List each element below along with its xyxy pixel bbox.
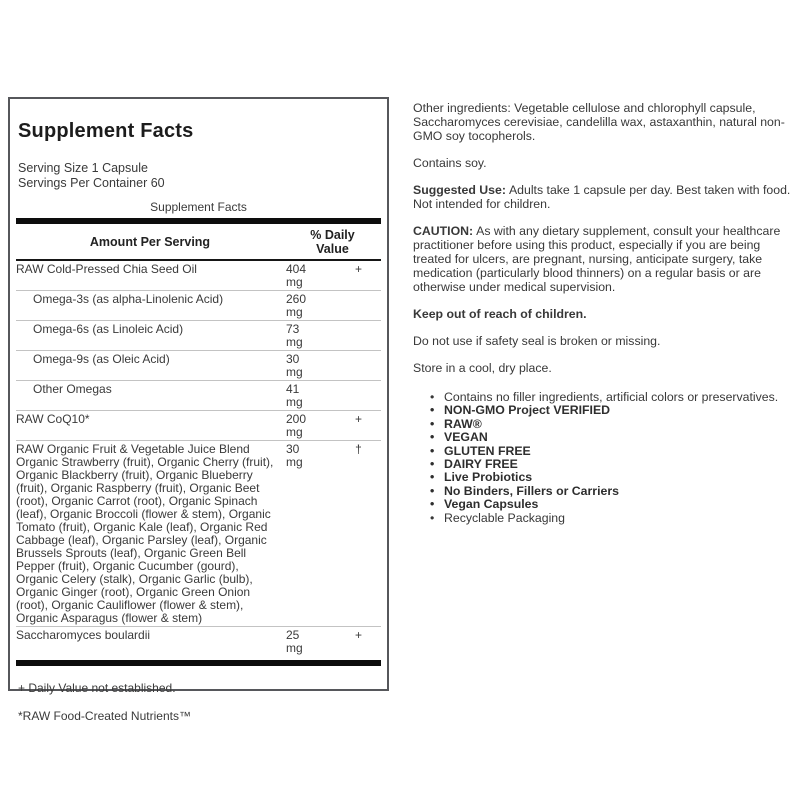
feature-list-item: [430, 404, 798, 417]
nutrient-amount: [284, 383, 336, 409]
nutrient-amount: [284, 353, 336, 379]
table-row: [16, 381, 381, 411]
nutrient-amount: [284, 443, 336, 625]
daily-value-symbol: +: [354, 412, 362, 426]
nutrient-name: Saccharomyces boulardii: [16, 628, 151, 642]
amount-per-serving-header: Amount Per Serving: [89, 235, 211, 249]
feature-list-item: [430, 498, 798, 511]
bullet-icon: •: [430, 443, 435, 458]
serving-info: [18, 161, 381, 191]
feature-list-item: [430, 485, 798, 498]
nutrient-detail: Organic Strawberry (fruit), Organic Cherry (fruit), Organic Blackberry (fruit), Organic Blueberry (fruit), Organic Raspberry (fruit), Organic Beet (root), Organic Carrot (root), Organic Spinach (leaf), Organic Broccoli (flower & stem), Organic Tomato (fruit), Organic Kale (leaf), Organic Red Cabbage (leaf), Organic Parsley (leaf), Organic Brussels Sprouts (leaf), Organic Green Bell Pepper (fruit), Organic Cucumber (gourd), Organic Celery (stalk), Organic Garlic (bulb), Organic Ginger (root), Organic Green Onion (root), Organic Cauliflower (flower & stem), Organic Asparagus (flower & stem): [16, 455, 274, 625]
feature-text: VEGAN: [444, 430, 488, 445]
daily-value-symbol: +: [354, 628, 362, 642]
bullet-icon: •: [430, 470, 435, 485]
feature-text: GLUTEN FREE: [444, 443, 531, 458]
nutrient-amount: [284, 629, 336, 655]
table-row: [16, 321, 381, 351]
bullet-icon: •: [430, 390, 435, 404]
paragraph-lead: CAUTION:: [413, 224, 474, 238]
paragraph-text: Contains soy.: [413, 156, 487, 170]
feature-list-item: [430, 391, 798, 404]
daily-value-symbol: +: [354, 262, 362, 276]
amount-unit: mg: [286, 641, 303, 655]
nutrient-amount: [284, 293, 336, 319]
bullet-icon: •: [430, 430, 435, 445]
bullet-icon: •: [430, 483, 435, 498]
table-row: [16, 441, 381, 627]
bullet-icon: •: [430, 457, 435, 472]
paragraph-lead: Suggested Use:: [413, 183, 506, 197]
info-paragraph: [413, 307, 798, 321]
bullet-icon: •: [430, 510, 435, 525]
table-row: [16, 261, 381, 291]
amount-value: 41: [286, 382, 300, 396]
footnote-daily-value: + Daily Value not established.: [18, 681, 176, 695]
table-row: [16, 411, 381, 441]
info-paragraph: [413, 183, 798, 211]
nutrient-name: RAW Cold-Pressed Chia Seed Oil: [16, 262, 197, 276]
feature-list-item: [430, 445, 798, 458]
info-paragraphs: [413, 101, 798, 375]
amount-value: 30: [286, 352, 300, 366]
table-header-row: [16, 224, 381, 259]
bullet-icon: •: [430, 497, 435, 512]
bullet-icon: •: [430, 416, 435, 431]
supplement-facts-panel: [8, 97, 389, 723]
paragraph-text: Adults take 1 capsule per day. Best taken with food. Not intended for children.: [413, 183, 791, 211]
info-paragraph: [413, 334, 798, 348]
feature-bullet-list: [413, 391, 798, 525]
amount-unit: mg: [286, 365, 303, 379]
amount-value: 404: [286, 262, 307, 276]
nutrient-name: Omega-3s (as alpha-Linolenic Acid): [33, 292, 224, 306]
daily-value-symbol: [336, 383, 381, 409]
feature-text: Live Probiotics: [444, 470, 533, 485]
panel-footnotes: [18, 681, 379, 723]
feature-text: Contains no filler ingredients, artificial colors or preservatives.: [444, 390, 779, 404]
amount-value: 30: [286, 442, 300, 456]
table-row: [16, 627, 381, 656]
amount-unit: mg: [286, 305, 303, 319]
daily-value-symbol: [336, 353, 381, 379]
table-row: [16, 351, 381, 381]
daily-value-header: % Daily Value: [310, 228, 355, 256]
serving-size: Serving Size 1 Capsule: [18, 161, 148, 175]
nutrient-amount: [284, 413, 336, 439]
nutrient-name: Omega-6s (as Linoleic Acid): [33, 322, 184, 336]
info-paragraph: [413, 156, 798, 170]
amount-value: 73: [286, 322, 300, 336]
table-caption: Supplement Facts: [150, 200, 247, 214]
paragraph-lead: Keep out of reach of children.: [413, 307, 587, 321]
divider-thick-bottom: [16, 660, 381, 666]
paragraph-text: Do not use if safety seal is broken or missing.: [413, 334, 661, 348]
amount-value: 260: [286, 292, 307, 306]
nutrient-name: Other Omegas: [33, 382, 112, 396]
amount-value: 200: [286, 412, 307, 426]
table-row: [16, 291, 381, 321]
info-paragraph: [413, 224, 798, 294]
feature-text: No Binders, Fillers or Carriers: [444, 483, 619, 498]
feature-text: RAW®: [444, 416, 482, 431]
servings-per-container: Servings Per Container 60: [18, 176, 165, 190]
daily-value-symbol: [336, 323, 381, 349]
feature-list-item: [430, 418, 798, 431]
nutrient-table: [16, 261, 381, 656]
amount-unit: mg: [286, 455, 303, 469]
feature-list-item: [430, 458, 798, 471]
feature-text: DAIRY FREE: [444, 457, 518, 472]
amount-unit: mg: [286, 275, 303, 289]
nutrient-name: Omega-9s (as Oleic Acid): [33, 352, 170, 366]
nutrient-name: RAW CoQ10*: [16, 412, 90, 426]
nutrient-amount: [284, 263, 336, 289]
amount-value: 25: [286, 628, 300, 642]
footnote-raw-nutrients: *RAW Food-Created Nutrients™: [18, 709, 191, 723]
feature-text: NON-GMO Project VERIFIED: [444, 403, 611, 418]
daily-value-symbol: [336, 293, 381, 319]
info-paragraph: [413, 361, 798, 375]
paragraph-text: Other ingredients: Vegetable cellulose and chlorophyll capsule, Saccharomyces cerevisiae, candelilla wax, astaxanthin, natural non-GMO soy tocopherols.: [413, 101, 785, 143]
nutrient-amount: [284, 323, 336, 349]
nutrient-name: RAW Organic Fruit & Vegetable Juice Blend: [16, 442, 250, 456]
info-paragraph: [413, 101, 798, 143]
feature-list-item: [430, 431, 798, 444]
amount-unit: mg: [286, 395, 303, 409]
bullet-icon: •: [430, 403, 435, 418]
panel-title: Supplement Facts: [18, 120, 194, 142]
feature-text: Vegan Capsules: [444, 497, 539, 512]
feature-list-item: [430, 512, 798, 525]
paragraph-text: Store in a cool, dry place.: [413, 361, 552, 375]
feature-list-item: [430, 471, 798, 484]
daily-value-symbol: †: [355, 442, 362, 456]
amount-unit: mg: [286, 335, 303, 349]
product-info-column: [413, 101, 798, 525]
feature-text: Recyclable Packaging: [444, 510, 565, 525]
amount-unit: mg: [286, 425, 303, 439]
paragraph-text: As with any dietary supplement, consult your healthcare practitioner before using this product, especially if you are being treated for ulcers, are pregnant, nursing, anticipate surgery, take medication (particularly blood thinners) on a regular basis or are otherwise under medical supervision.: [413, 224, 781, 294]
